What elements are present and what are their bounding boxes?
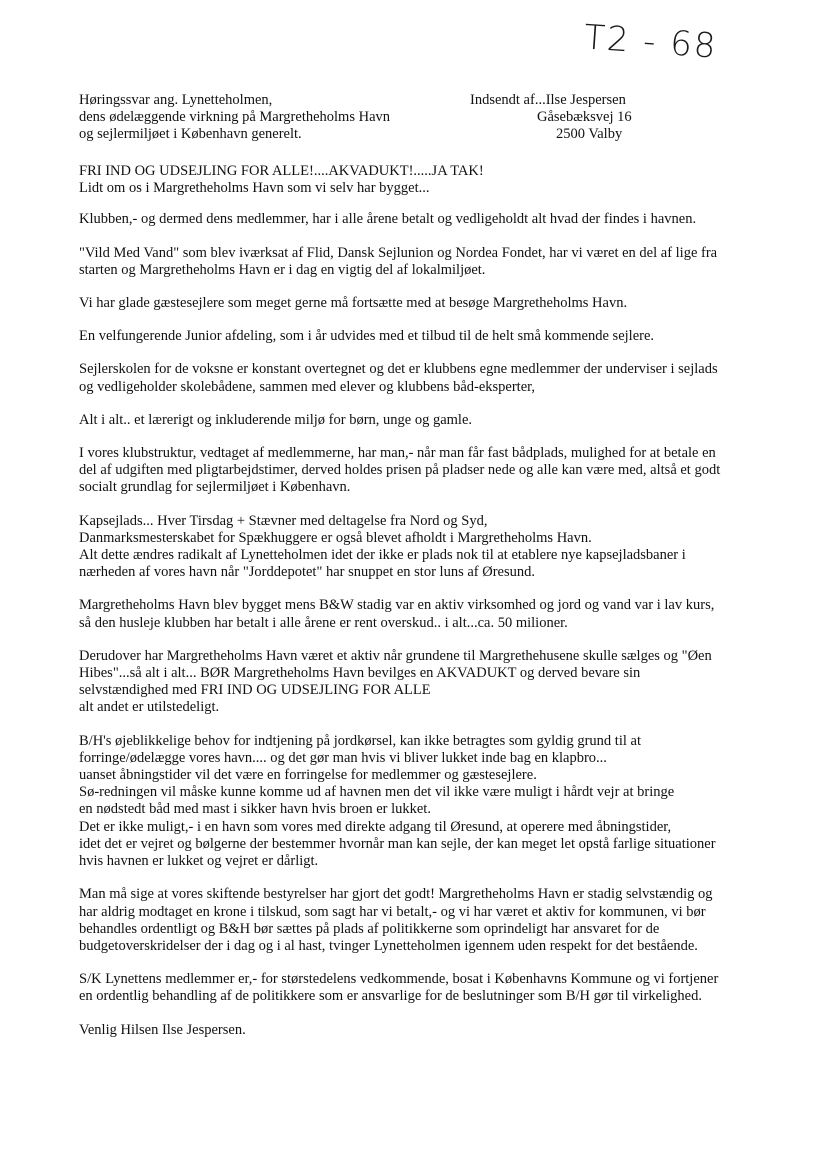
paragraph-line: hvis havnen er lukket og vejret er dårligt. [79, 853, 319, 870]
paragraph-line: Hibes"...så alt i alt... BØR Margretheholms Havn bevilges en AKVADUKT og derved bevare sin [79, 665, 641, 682]
letter-paragraph [79, 971, 769, 1005]
paragraph-line: behandles ordentligt og B&H bør sættes på plads af politikkerne som oprindeligt har ansvaret for de [79, 920, 660, 937]
paragraph-line: I vores klubstruktur, vedtaget af medlemmerne, har man,- når man får fast bådplads, mulighed for at betale en [79, 445, 716, 462]
paragraph-line: idet det er vejret og bølgerne der bestemmer hvornår man kan sejle, der kan meget let opstå farlige situationer [79, 835, 716, 852]
paragraph-line: starten og Margretheholms Havn er i dag en vigtig del af lokalmiljøet. [79, 261, 486, 278]
paragraph-line: Det er ikke muligt,- i en havn som vores med direkte adgang til Øresund, at operere med åbningstider, [79, 818, 672, 835]
letter-paragraph [79, 648, 769, 717]
paragraph-line: Vi har glade gæstesejlere som meget gerne må fortsætte med at besøge Margretheholms Havn. [79, 295, 628, 312]
paragraph-line: en nødstedt båd med mast i sikker havn hvis broen er lukket. [79, 801, 431, 818]
subject-line-3: og sejlermiljøet i København generelt. [79, 126, 302, 142]
document-stamp: T2 - 68 [582, 17, 719, 67]
paragraph-line: og vedligeholder skolebådene, sammen med elever og klubbens båd-eksperter, [79, 378, 536, 395]
subject-line-2: dens ødelæggende virkning på Margretheholms Havn [79, 109, 391, 125]
paragraph-line: "Vild Med Vand" som blev iværksat af Flid, Dansk Sejlunion og Nordea Fondet, har vi været en del af lige fra [79, 244, 718, 261]
letter-paragraph [79, 1022, 769, 1039]
subject-line-1: Høringssvar ang. Lynetteholmen, [79, 92, 273, 108]
paragraph-line: forringe/ødelægge vores havn.... og det gør man hvis vi bliver lukket inde bag en klapbro... [79, 749, 607, 766]
letter-paragraph [79, 733, 769, 871]
sender-city: 2500 Valby [556, 126, 623, 142]
paragraph-line: alt andet er utilstedeligt. [79, 699, 220, 716]
paragraph-line: Man må sige at vores skiftende bestyrelser har gjort det godt! Margretheholms Havn er stadig selvstændig og [79, 886, 713, 903]
paragraph-line: har aldrig modtaget en krone i tilskud, som sagt har vi betalt,- og vi har været et aktiv for kommunen, vi bør [79, 903, 706, 920]
paragraph-line: så den husleje klubben har betalt i alle årene er rent overskud.. i alt...ca. 50 milioner. [79, 614, 568, 631]
paragraph-line: En velfungerende Junior afdeling, som i år udvides med et tilbud til de helt små kommende sejlere. [79, 328, 655, 345]
letter-paragraph [79, 513, 769, 582]
paragraph-line: Kapsejlads... Hver Tirsdag + Stævner med deltagelse fra Nord og Syd, [79, 512, 488, 529]
paragraph-line: Sø-redningen vil måske kunne komme ud af havnen men det vil ikke være muligt i hårdt vejr at bringe [79, 784, 675, 801]
paragraph-line: Alt i alt.. et lærerigt og inkluderende miljø for børn, unge og gamle. [79, 411, 473, 428]
paragraph-line: del af udgiften med pligtarbejdstimer, derved holdes prisen på pladser nede og alle kan være med, altså et godt [79, 462, 721, 479]
paragraph-line: budgetoverskridelser der i dag og i al hast, tvinger Lynetteholmen igennem uden respekt for det bestående. [79, 937, 698, 954]
letter-paragraph [79, 211, 769, 228]
paragraph-line: FRI IND OG UDSEJLING FOR ALLE!....AKVADUKT!.....JA TAK! [79, 163, 484, 179]
letter-paragraph [79, 245, 769, 279]
paragraph-line: Klubben,- og dermed dens medlemmer, har i alle årene betalt og vedligeholdt alt hvad der findes i havnen. [79, 211, 697, 228]
paragraph-line: Alt dette ændres radikalt af Lynetteholmen idet der ikke er plads nok til at etablere nye kapsejladsbaner i [79, 547, 686, 564]
paragraph-line: en ordentlig behandling af de politikkere som er ansvarlige for de beslutninger som B/H gør til virkelighed. [79, 988, 702, 1005]
paragraph-line: Margretheholms Havn blev bygget mens B&W stadig var en aktiv virksomhed og jord og vand var i lav kurs, [79, 597, 715, 614]
letter-paragraph [79, 328, 769, 345]
paragraph-line: socialt grundlag for sejlermiljøet i København. [79, 479, 351, 496]
paragraph-line: S/K Lynettens medlemmer er,- for størstedelens vedkommende, bosat i Københavns Kommune og vi fortjener [79, 971, 719, 988]
paragraph-line: uanset åbningstider vil det være en forringelse for medlemmer og gæstesejlere. [79, 767, 537, 784]
paragraph-line: Lidt om os i Margretheholms Havn som vi selv har bygget... [79, 180, 430, 197]
paragraph-line: B/H's øjeblikkelige behov for indtjening på jordkørsel, kan ikke betragtes som gyldig grund til at [79, 732, 641, 749]
sender-street: Gåsebæksvej 16 [537, 109, 632, 125]
letter-paragraph [79, 361, 769, 395]
letter-paragraph [79, 295, 769, 312]
paragraph-line: Venlig Hilsen Ilse Jespersen. [79, 1021, 246, 1038]
submitted-by: Indsendt af...Ilse Jespersen [470, 92, 626, 108]
letter-paragraph [79, 163, 769, 197]
sender-block [470, 92, 650, 143]
letter-paragraph [79, 445, 769, 497]
letter-paragraph [79, 886, 769, 955]
paragraph-line: nærheden af vores havn når "Jorddepotet" har snuppet en stor luns af Øresund. [79, 564, 535, 581]
paragraph-line: Sejlerskolen for de voksne er konstant overtegnet og det er klubbens egne medlemmer der underviser i sejlads [79, 361, 718, 378]
letter-paragraph [79, 597, 769, 631]
letter-body [79, 163, 769, 1055]
paragraph-line: Danmarksmesterskabet for Spækhuggere er også blevet afholdt i Margretheholms Havn. [79, 529, 592, 546]
paragraph-line: Derudover har Margretheholms Havn været et aktiv når grundene til Margrethehusene skulle sælges og "Øen [79, 647, 712, 664]
subject-block [79, 92, 390, 143]
paragraph-line: selvstændighed med FRI IND OG UDSEJLING FOR ALLE [79, 682, 431, 699]
letter-paragraph [79, 412, 769, 429]
